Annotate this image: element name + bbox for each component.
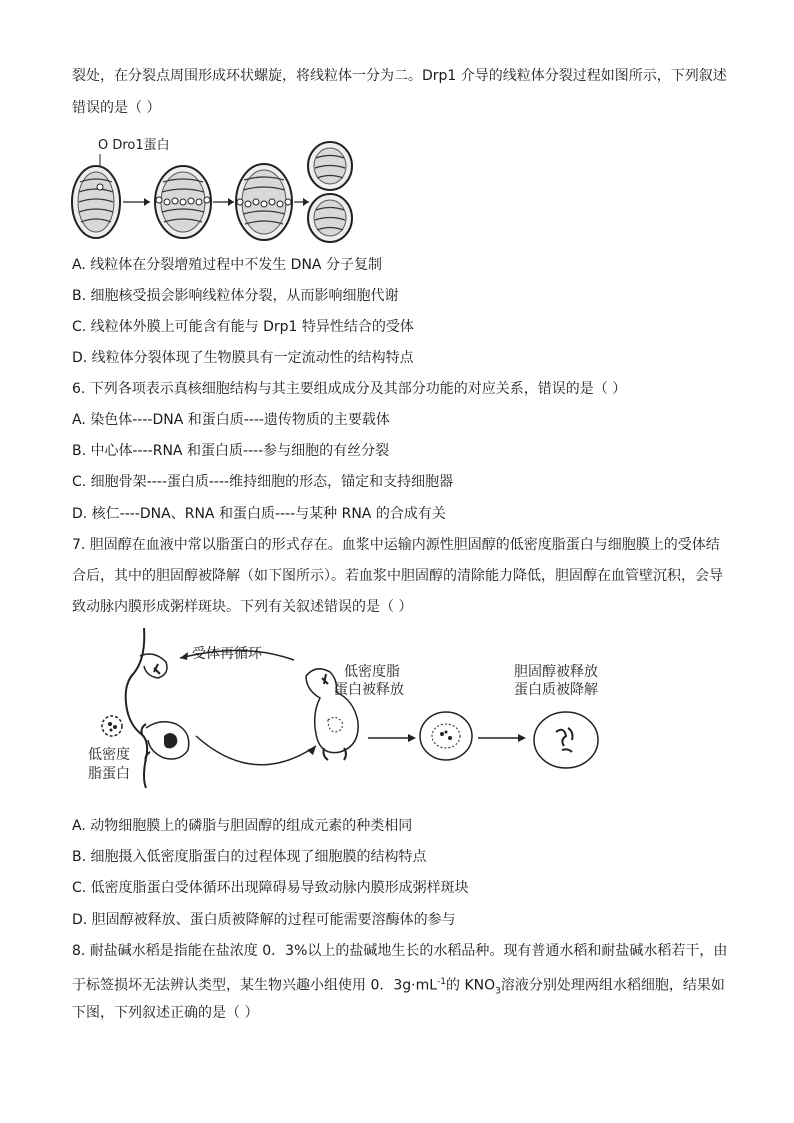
ldl-label-2: 脂蛋白 (88, 766, 130, 782)
q7-option-a[interactable]: A. 动物细胞膜上的磷脂与胆固醇的组成元素的种类相同 (72, 818, 413, 834)
q5-stem-line1: 裂处，在分裂点周围形成环状螺旋，将线粒体一分为二。Drp1 介导的线粒体分裂过程如图所示，下列叙述 (72, 68, 727, 84)
mitochondrion-1 (72, 166, 120, 238)
ldl-endocytosis-figure (84, 628, 634, 788)
receptor-recycle-label: 受体再循环 (192, 646, 262, 662)
mitochondrion-3 (236, 164, 292, 240)
q8-formula-sub: 3 (495, 986, 501, 997)
ldl-released-label-1: 低密度脂 (344, 664, 400, 680)
q7-option-b[interactable]: B. 细胞摄入低密度脂蛋白的过程体现了细胞膜的结构特点 (72, 849, 427, 865)
q6-option-c[interactable]: C. 细胞骨架----蛋白质----维持细胞的形态，锚定和支持细胞器 (72, 474, 454, 490)
q5-option-c[interactable]: C. 线粒体外膜上可能含有能与 Drp1 特异性结合的受体 (72, 319, 414, 335)
q7-option-c[interactable]: C. 低密度脂蛋白受体循环出现障碍易导致动脉内膜形成粥样斑块 (72, 880, 469, 896)
q8-stem-part-b: 的 KNO (446, 977, 496, 994)
chol-released-label-2: 蛋白质被降解 (514, 682, 598, 698)
q7-stem-line1: 7. 胆固醇在血液中常以脂蛋白的形式存在。血浆中运输内源性胆固醇的低密度脂蛋白与细胞膜上的受体结 (72, 537, 720, 553)
q8-unit-sup: -1 (437, 977, 447, 987)
q8-stem-part-c: 溶液分别处理两组水稻细胞，结果如 (500, 977, 725, 994)
cell-membrane (126, 628, 147, 788)
q6-option-d[interactable]: D. 核仁----DNA、RNA 和蛋白质----与某种 RNA 的合成有关 (72, 506, 446, 522)
q6-option-b[interactable]: B. 中心体----RNA 和蛋白质----参与细胞的有丝分裂 (72, 443, 390, 459)
lysosome-with-ldl (420, 712, 472, 760)
mitochondrion-2 (155, 166, 211, 238)
ldl-particle (102, 716, 122, 736)
ldl-label-1: 低密度 (88, 747, 130, 763)
lysosome-degraded (534, 712, 598, 768)
q5-option-a[interactable]: A. 线粒体在分裂增殖过程中不发生 DNA 分子复制 (72, 257, 382, 273)
drp1-label: O Dro1蛋白 (98, 138, 170, 153)
q8-stem-line3: 下图，下列叙述正确的是（ ） (72, 1005, 259, 1021)
q5-option-d[interactable]: D. 线粒体分裂体现了生物膜具有一定流动性的结构特点 (72, 350, 414, 366)
q7-stem-line3: 致动脉内膜形成粥样斑块。下列有关叙述错误的是（ ） (72, 599, 413, 615)
q6-stem: 6. 下列各项表示真核细胞结构与其主要组成成分及其部分功能的对应关系，错误的是（ ） (72, 381, 627, 397)
q5-stem-line2: 错误的是（ ） (72, 100, 161, 116)
q7-stem-line2: 合后，其中的胆固醇被降解（如下图所示）。若血浆中胆固醇的清除能力降低，胆固醇在血管壁沉积，会导 (72, 568, 723, 584)
q6-option-a[interactable]: A. 染色体----DNA 和蛋白质----遗传物质的主要载体 (72, 412, 390, 428)
mitochondrion-daughters (308, 142, 352, 242)
q8-stem-part-a: 于标签损坏无法辨认类型，某生物兴趣小组使用 0．3g·mL (72, 977, 438, 994)
q8-stem-line1: 8. 耐盐碱水稻是指能在盐浓度 0．3%以上的盐碱地生长的水稻品种。现有普通水稻和耐盐碱水稻若干，由 (72, 943, 728, 959)
q7-option-d[interactable]: D. 胆固醇被释放、蛋白质被降解的过程可能需要溶酶体的参与 (72, 912, 456, 928)
q5-option-b[interactable]: B. 细胞核受损会影响线粒体分裂，从而影响细胞代谢 (72, 288, 399, 304)
chol-released-label-1: 胆固醇被释放 (514, 664, 598, 680)
ldl-released-label-2: 蛋白被释放 (334, 682, 404, 698)
q8-stem-line2 (72, 972, 725, 1001)
mitochondria-division-figure (66, 130, 366, 245)
